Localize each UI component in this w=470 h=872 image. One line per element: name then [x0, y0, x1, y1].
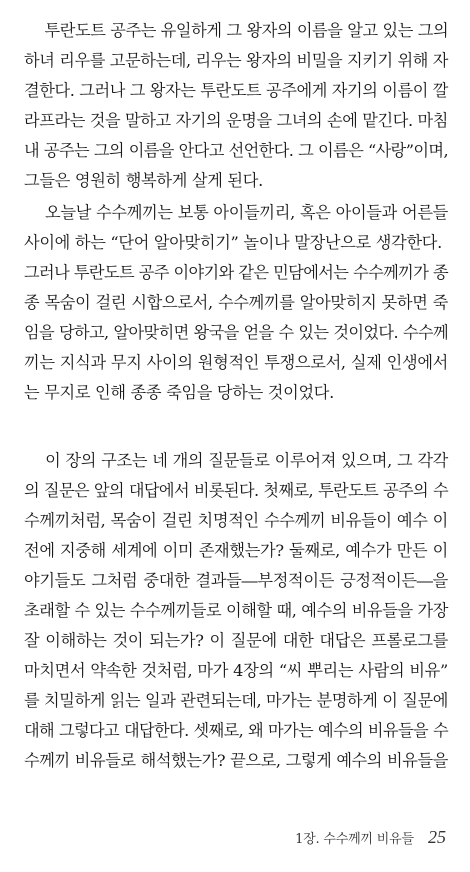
text-line: 야기들도 그처럼 중대한 결과들―부정적이든 긍정적이든―을: [24, 571, 448, 590]
text-line: 의 질문은 앞의 대답에서 비롯된다. 첫째로, 투란도트 공주의 수: [24, 481, 448, 500]
text-line: 그러나 투란도트 공주 이야기와 같은 민담에서는 수수께끼가 종: [24, 263, 448, 282]
text-line: 오늘날 수수께끼는 보통 아이들끼리, 혹은 아이들과 어른들: [24, 203, 448, 222]
text-line: 초래할 수 있는 수수께끼들로 이해할 때, 예수의 비유들을 가장: [24, 601, 448, 620]
text-line: 종 목숨이 걸린 시합으로서, 수수께끼를 알아맞히지 못하면 죽: [24, 293, 448, 312]
page-number: 25: [428, 827, 446, 847]
text-line: 수께끼 비유들로 해석했는가? 끝으로, 그렇게 예수의 비유들을: [24, 751, 448, 770]
text-line: 그들은 영원히 행복하게 살게 된다.: [24, 171, 263, 190]
text-line: 를 치밀하게 읽는 일과 관련되는데, 마가는 분명하게 이 질문에: [24, 691, 448, 710]
text-line: 끼는 지식과 무지 사이의 원형적인 투쟁으로서, 실제 인생에서: [24, 353, 448, 372]
text-line: 마치면서 약속한 것처럼, 마가 4장의 “씨 뿌리는 사람의 비유”: [24, 661, 448, 680]
text-line: 대해 그렇다고 대답한다. 셋째로, 왜 마가는 예수의 비유들을 수: [24, 721, 448, 740]
text-line: 사이에 하는 “단어 알아맞히기” 놀이나 말장난으로 생각한다.: [24, 233, 442, 252]
text-line: 결한다. 그러나 그 왕자는 투란도트 공주에게 자기의 이름이 깔: [24, 81, 448, 100]
running-chapter-title: 1장. 수수께끼 비유들: [295, 832, 414, 847]
text-line: 잘 이해하는 것이 되는가? 이 질문에 대한 대답은 프롤로그를: [24, 631, 448, 650]
text-line: 전에 지중해 세계에 이미 존재했는가? 둘째로, 예수가 만든 이: [24, 541, 448, 560]
text-line: 는 무지로 인해 종종 죽임을 당하는 것이었다.: [24, 383, 334, 402]
text-line: 투란도트 공주는 유일하게 그 왕자의 이름을 알고 있는 그의: [24, 21, 449, 40]
page-footer: [295, 826, 446, 848]
text-line: 내 공주는 그의 이름을 안다고 선언한다. 그 이름은 “사랑”이며,: [24, 141, 448, 160]
text-line: 하녀 리우를 고문하는데, 리우는 왕자의 비밀을 지키기 위해 자: [24, 51, 448, 70]
text-line: 라프라는 것을 말하고 자기의 운명을 그녀의 손에 맡긴다. 마침: [24, 111, 448, 130]
text-line: 임을 당하고, 알아맞히면 왕국을 얻을 수 있는 것이었다. 수수께: [24, 323, 448, 342]
text-line: 수께끼처럼, 목숨이 걸린 치명적인 수수께끼 비유들이 예수 이: [24, 511, 448, 530]
text-line: 이 장의 구조는 네 개의 질문들로 이루어져 있으며, 그 각각: [24, 451, 448, 470]
